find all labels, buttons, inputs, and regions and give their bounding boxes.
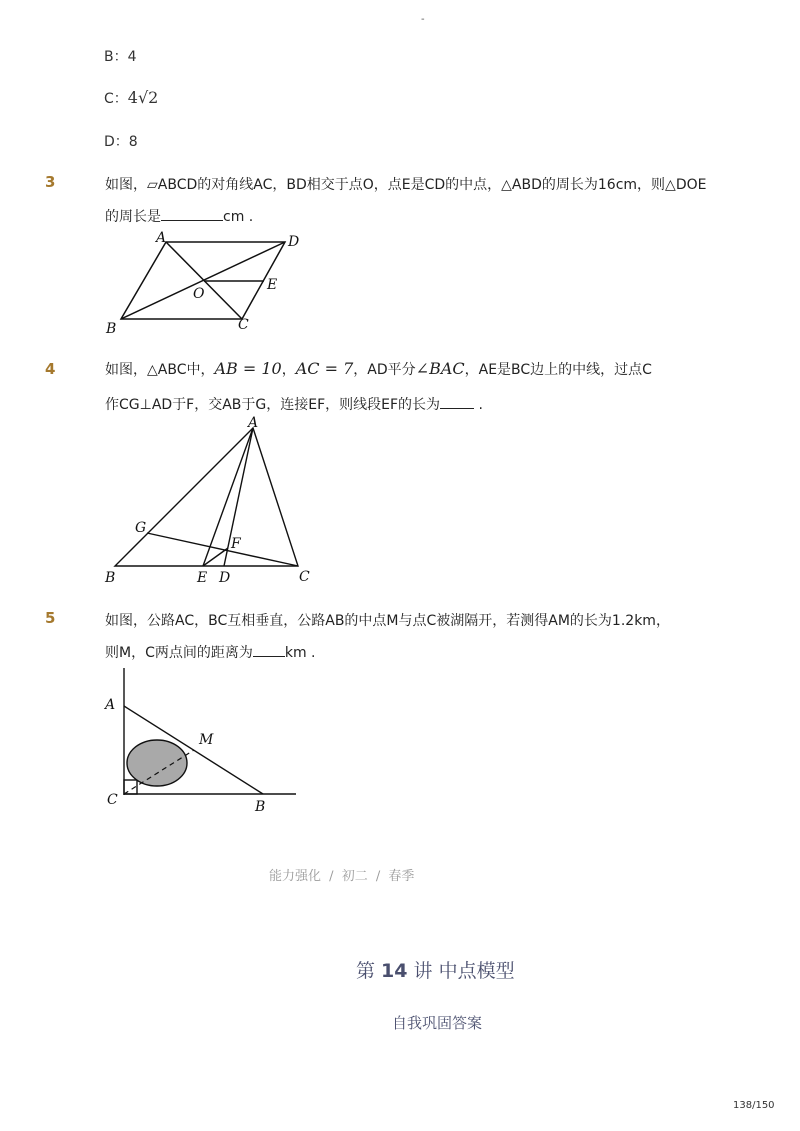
point-label-d: D — [288, 234, 300, 250]
point-label-e: E — [197, 570, 208, 586]
lecture-number: 14 — [381, 960, 408, 982]
question-3-number: 3 — [45, 173, 56, 191]
question-4-end: . — [474, 397, 483, 413]
point-label-e: E — [267, 277, 278, 293]
question-5-number: 5 — [45, 609, 56, 627]
point-label-a: A — [248, 415, 259, 431]
question-4-text-c: ，AE是BC边上的中线，过点C — [464, 362, 652, 378]
option-c — [104, 88, 158, 108]
point-label-a: A — [156, 230, 167, 246]
option-c-label: C： — [104, 91, 128, 107]
question-4-line2 — [105, 394, 483, 414]
question-4-text-b: ，AD平分 — [353, 362, 416, 378]
crumb-sep: / — [375, 869, 381, 884]
page-number: 138/150 — [733, 1100, 775, 1111]
option-d-label: D： — [104, 134, 129, 150]
breadcrumb — [269, 865, 418, 884]
question-5-line2 — [105, 642, 316, 662]
section-subtitle: 自我巩固答案 — [392, 1014, 483, 1032]
question-4-text: 作CG⊥AD于F，交AB于G，连接EF，则线段EF的长为 — [105, 397, 441, 413]
crumb-term: 春季 — [388, 869, 415, 884]
question-4-sep: ， — [281, 362, 296, 378]
math-ab: AB = 10 — [214, 359, 282, 378]
option-b-label: B： — [104, 49, 128, 65]
triangle-figure — [100, 412, 325, 587]
point-label-g: G — [135, 520, 147, 536]
question-4-text-a: 如图，△ABC中， — [105, 362, 215, 378]
question-5-unit: km . — [284, 645, 316, 661]
point-label-m: M — [199, 732, 214, 748]
question-4-line1 — [105, 359, 652, 379]
option-b-value: 4 — [127, 49, 137, 65]
point-label-b: B — [106, 321, 117, 337]
crumb-grade: 初二 — [341, 869, 368, 884]
point-label-c: C — [299, 569, 310, 585]
point-label-d: D — [219, 570, 231, 586]
lake-shape — [127, 740, 187, 786]
question-3-unit: cm . — [223, 209, 254, 225]
point-label-c: C — [238, 317, 249, 333]
crumb-sep: / — [329, 869, 334, 884]
point-label-f: F — [231, 536, 241, 552]
math-angle: ∠BAC — [415, 359, 465, 378]
lake-figure — [100, 662, 305, 822]
option-b — [104, 46, 137, 66]
header-mark: - — [421, 14, 425, 25]
point-label-b: B — [105, 570, 116, 586]
parallelogram-figure — [100, 226, 320, 341]
point-label-o: O — [193, 286, 205, 302]
option-d-value: 8 — [128, 134, 138, 150]
question-5-text: 则M，C两点间的距离为 — [105, 645, 253, 661]
math-ac: AC = 7 — [295, 359, 354, 378]
question-5-line1: 如图，公路AC，BC互相垂直，公路AB的中点M与点C被湖隔开，若测得AM的长为1.2km， — [105, 613, 670, 629]
point-label-a: A — [105, 697, 116, 713]
question-4-number: 4 — [45, 360, 56, 378]
answer-blank[interactable] — [440, 396, 474, 409]
answer-blank[interactable] — [253, 644, 285, 657]
option-c-value: 4√2 — [127, 88, 159, 107]
option-d — [104, 131, 138, 151]
lecture-name: 讲 中点模型 — [407, 960, 515, 982]
point-label-c: C — [107, 792, 118, 808]
question-3-line1: 如图，▱ABCD的对角线AC，BD相交于点O，点E是CD的中点，△ABD的周长为16cm，则△DOE — [105, 177, 707, 193]
question-3-text: 的周长是 — [105, 209, 161, 225]
lecture-prefix: 第 — [356, 960, 382, 982]
lecture-title — [356, 956, 515, 983]
crumb-course: 能力强化 — [269, 869, 322, 884]
point-label-b: B — [255, 799, 266, 815]
answer-blank[interactable] — [161, 208, 223, 221]
question-3-line2 — [105, 206, 253, 226]
